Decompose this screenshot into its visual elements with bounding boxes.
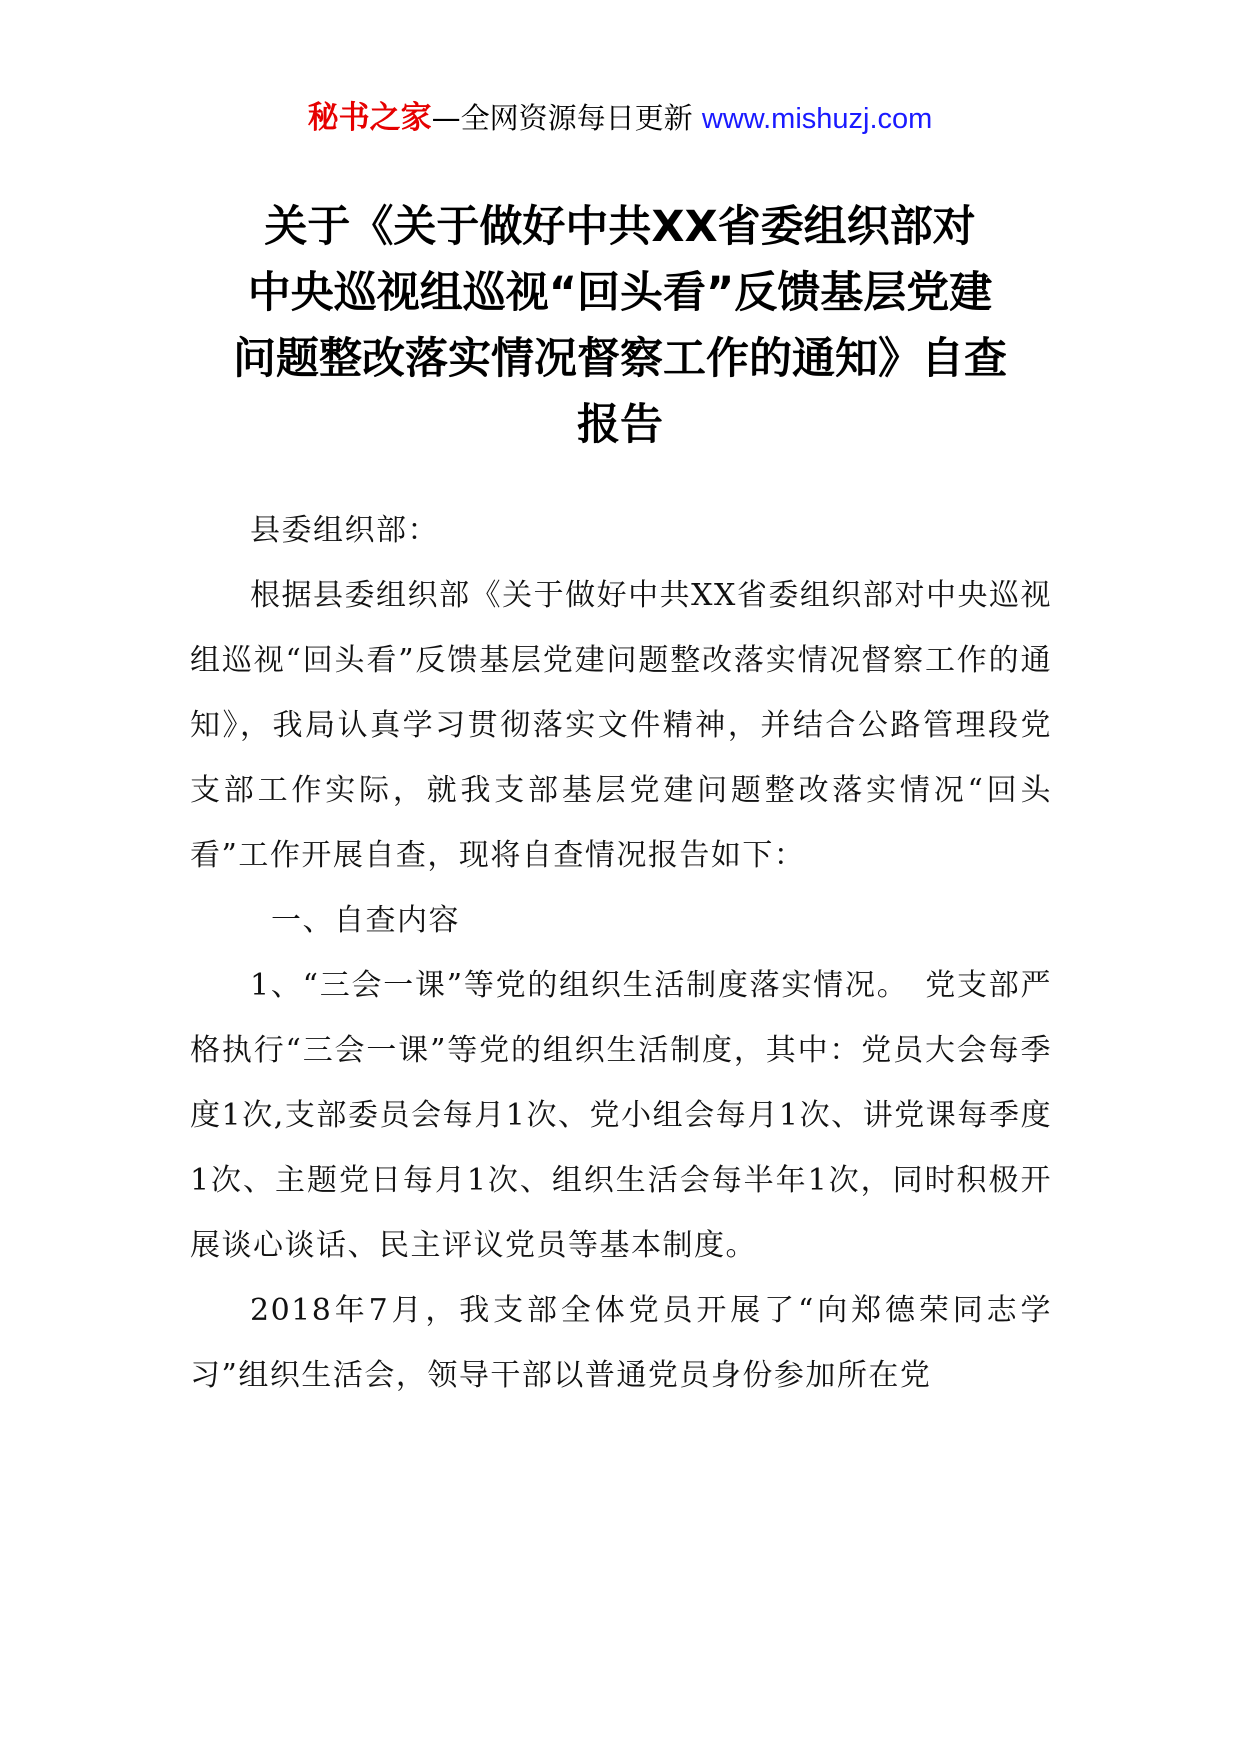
title-line: 问题整改落实情况督察工作的通知》自查 [233,334,1007,384]
body-paragraph: 1、“三会一课”等党的组织生活制度落实情况。 党支部严格执行“三会一课”等党的组织生活制度，其中：党员大会每季度1次,支部委员会每月1次、党小组会每月1次、讲党课每季度1次、主题党日每月1次、组织生活会每半年1次，同时积极开展谈心谈话、民主评议党员等基本制度。 [190,968,1052,1263]
site-header [0,98,1240,139]
document-body [190,498,1052,1408]
title-line: 关于《关于做好中共XX省委组织部对 [264,202,976,252]
site-brand: 秘书之家 [307,100,432,136]
section-heading: 一、自查内容 [271,903,460,938]
salutation: 县委组织部： [250,513,439,548]
document-title [190,194,1050,458]
body-paragraph: 根据县委组织部《关于做好中共XX省委组织部对中央巡视组巡视“回头看”反馈基层党建问题整改落实情况督察工作的通知》，我局认真学习贯彻落实文件精神，并结合公路管理段党支部工作实际，就我支部基层党建问题整改落实情况“回头看”工作开展自查，现将自查情况报告如下： [190,578,1052,873]
body-paragraph: 2018年7月，我支部全体党员开展了“向郑德荣同志学习”组织生活会，领导干部以普通党员身份参加所在党 [190,1293,1052,1393]
site-slogan: —全网资源每日更新 [431,101,693,135]
title-line: 中央巡视组巡视“回头看”反馈基层党建 [247,268,993,318]
title-line: 报告 [577,400,663,450]
site-url-link[interactable]: www.mishuzj.com [701,103,933,135]
